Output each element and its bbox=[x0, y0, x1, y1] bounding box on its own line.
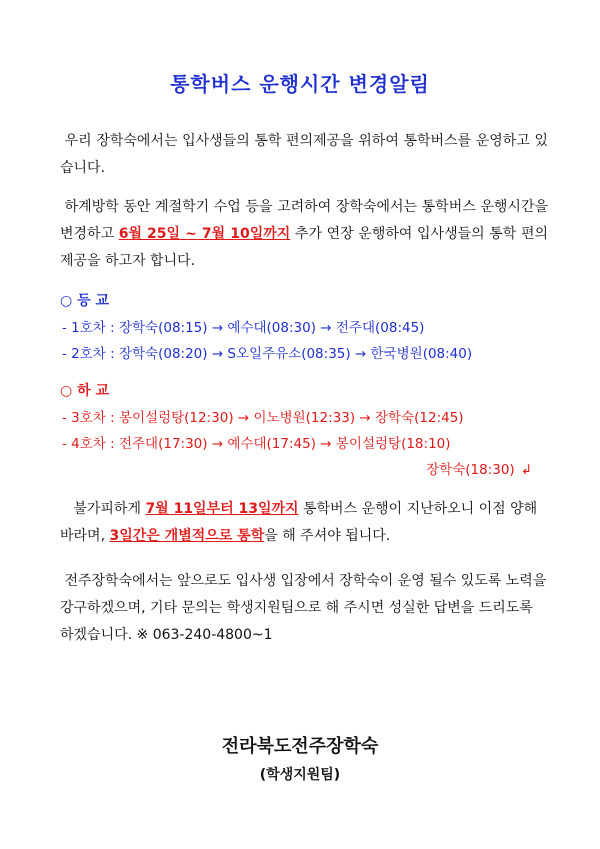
suspension-paragraph bbox=[60, 496, 548, 550]
schedule-change-text-after: 추가 연장 운행하여 입사생들의 통학 편의제공을 하고자 합니다. bbox=[60, 226, 549, 269]
closing-paragraph bbox=[60, 568, 548, 649]
organization-name: 전라북도전주장학숙 bbox=[221, 736, 379, 757]
suspension-text-middle: 통학버스 운행이 지난하오니 이점 양해바라며, bbox=[60, 501, 538, 544]
intro-paragraph bbox=[60, 128, 548, 182]
route-bus-2: - 2호차 : 장학숙(08:20) → S오일주유소(08:35) → 한국병원(08:40) bbox=[62, 346, 473, 362]
route-bus-4: - 4호차 : 전주대(17:30) → 예수대(17:45) → 봉이설렁탕(18:10) bbox=[62, 436, 451, 452]
route-bus-3: - 3호차 : 봉이설렁탕(12:30) → 이노병원(12:33) → 장학숙(12:45) bbox=[62, 410, 464, 426]
suspension-period-highlight: 7월 11일부터 13일까지 bbox=[145, 501, 299, 517]
morning-heading: ○ 등 교 bbox=[60, 293, 110, 309]
individual-commute-highlight: 3일간은 개별적으로 통학 bbox=[109, 528, 265, 544]
return-icon: ↲ bbox=[520, 462, 532, 478]
suspension-text-after: 을 해 주셔야 됩니다. bbox=[264, 528, 391, 544]
schedule-change-paragraph bbox=[60, 194, 548, 275]
suspension-text-before: 불가피하게 bbox=[73, 501, 146, 517]
intro-text: 우리 장학숙에서는 입사생들의 통학 편의제공을 위하여 통학버스를 운영하고 있습니다. bbox=[60, 133, 548, 176]
extension-period-highlight: 6월 25일 ~ 7월 10일까지 bbox=[118, 226, 291, 242]
route-bus-4-final-stop: 장학숙(18:30) bbox=[426, 462, 515, 478]
route-bus-4-continuation bbox=[426, 458, 532, 478]
route-bus-1: - 1호차 : 장학숙(08:15) → 예수대(08:30) → 전주대(08:45) bbox=[62, 320, 425, 336]
closing-text: 전주장학숙에서는 앞으로도 입사생 입장에서 장학숙이 운영 될수 있도록 노력을 강구하겠으며, 기타 문의는 학생지원팀으로 해 주시면 성실한 답변을 드리도록 하겠습니다. ※ 063-240-4800~1 bbox=[60, 573, 547, 643]
afternoon-heading: ○ 하 교 bbox=[60, 383, 110, 399]
notice-title: 통학버스 운행시간 변경알림 bbox=[170, 72, 430, 96]
schedule-change-text-before: 하계방학 동안 계절학기 수업 등을 고려하여 장학숙에서는 통학버스 운행시간을 변경하고 bbox=[60, 199, 548, 242]
team-name: (학생지원팀) bbox=[259, 767, 341, 783]
